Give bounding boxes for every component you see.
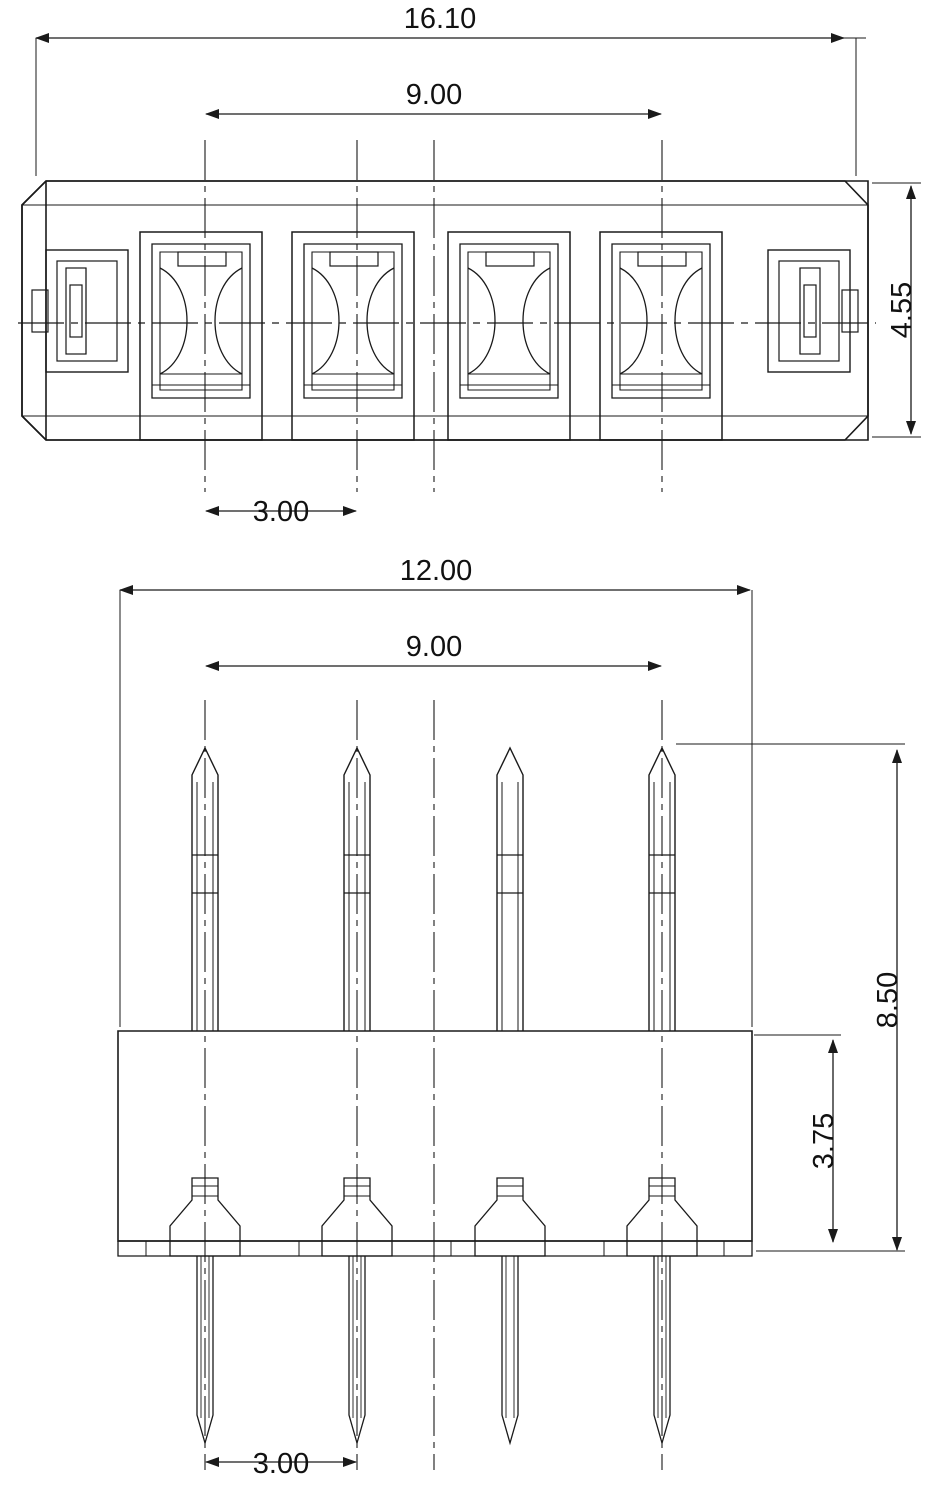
- dim-label-3-75: 3.75: [808, 1112, 840, 1170]
- dim-label-3-00-front: 3.00: [252, 1448, 310, 1480]
- upper-pin-3: [497, 748, 523, 1031]
- contact-cavity-1: [140, 232, 262, 440]
- dim-label-9-00-top: 9.00: [405, 79, 463, 111]
- dim-label-9-00-front: 9.00: [405, 631, 463, 663]
- contact-cavity-3: [448, 232, 570, 440]
- dim-label-12-00: 12.00: [399, 555, 473, 587]
- top-view-geometry: [18, 181, 876, 440]
- contact-cavity-4: [600, 232, 722, 440]
- dim-label-3-00-top: 3.00: [252, 496, 310, 528]
- dim-label-16-10: 16.10: [403, 3, 477, 35]
- dim-8-50: [676, 744, 905, 1251]
- dim-label-8-50: 8.50: [872, 971, 904, 1029]
- front-view-geometry: [118, 748, 752, 1443]
- lower-pin-3: [475, 1178, 545, 1443]
- dim-label-4-55: 4.55: [886, 281, 918, 339]
- contact-cavity-2: [292, 232, 414, 440]
- front-view-centerlines: [205, 700, 662, 1470]
